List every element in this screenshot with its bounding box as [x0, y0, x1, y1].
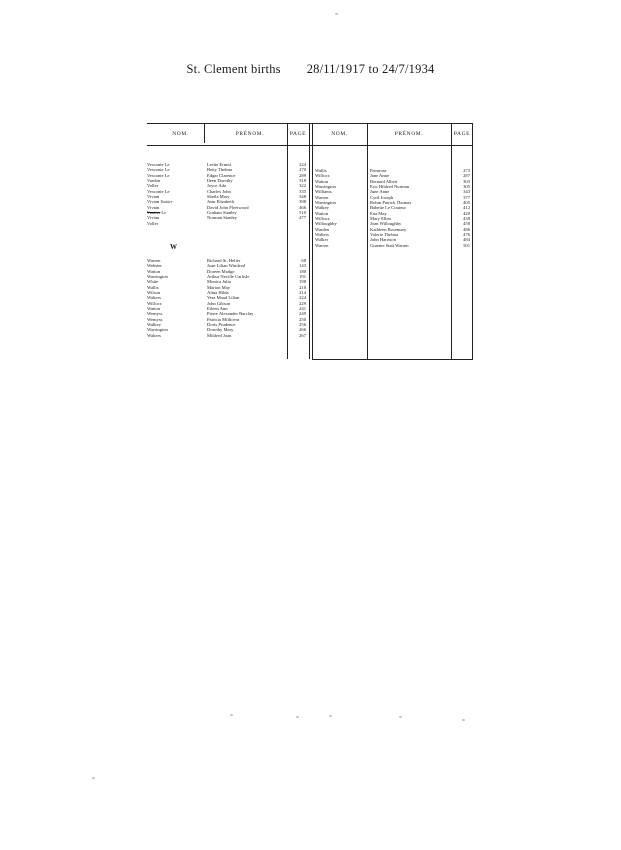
- right-pages: [451, 168, 470, 248]
- nom-cell: Walkey: [147, 322, 161, 328]
- nom-cell: Vesconte Le: [147, 172, 170, 178]
- page-cell: 343: [463, 189, 470, 195]
- left1-pages: [287, 162, 306, 221]
- nom-cell: Warrington: [315, 200, 336, 206]
- header-nom-left: NOM.: [172, 131, 189, 137]
- prenom-cell: Charles John: [207, 188, 231, 194]
- page-cell: 143: [299, 263, 306, 269]
- register-table: [147, 123, 473, 359]
- prenom-cell: Pierre Alexander Barclay: [207, 311, 254, 317]
- prenom-cell: Leslie Ernest: [207, 162, 232, 167]
- page-cell: 214: [299, 290, 306, 296]
- page-cell: 191: [299, 274, 306, 280]
- nom-cell: Walters: [315, 232, 329, 238]
- left1-prenoms: [207, 162, 287, 221]
- prenom-cell: John Harrison: [370, 237, 396, 243]
- right-prenoms: [370, 168, 450, 248]
- nom-cell: Vesconte Le: [147, 167, 170, 173]
- page-cell: 405: [463, 200, 470, 206]
- nom-cell: Walkey: [315, 205, 329, 211]
- page-cell: 198: [299, 279, 306, 285]
- scan-mark: [329, 715, 332, 717]
- nom-cell: Vivian: [147, 215, 160, 221]
- prenom-cell: Primrose: [370, 168, 387, 173]
- page-cell: 476: [463, 232, 470, 238]
- nom-cell: Vardon: [147, 178, 161, 184]
- nom-cell: Walters: [147, 332, 161, 338]
- page-cell: 210: [299, 284, 306, 290]
- col-divider: [472, 123, 473, 359]
- prenom-cell: Graeme Statt Warren: [370, 242, 409, 248]
- left1-noms: [147, 162, 203, 226]
- prenom-cell: Ena May: [370, 210, 387, 216]
- prenom-cell: Ileen Dorothy: [207, 178, 233, 184]
- nom-cell: Vesconte Le: [147, 188, 170, 194]
- nom-cell: Watton: [315, 210, 329, 216]
- prenom-cell: Dorothy Mary: [207, 327, 234, 333]
- nom-cell: Wemyss: [147, 311, 163, 317]
- prenom-cell: Norman Stanley: [207, 215, 237, 221]
- page-cell: 305: [463, 184, 470, 190]
- nom-cell: Watton: [147, 268, 161, 274]
- page-cell: 224: [299, 162, 306, 167]
- prenom-cell: Patricia Millicent: [207, 316, 240, 322]
- nom-cell: Willcox: [147, 300, 162, 306]
- page-cell: 477: [299, 215, 306, 221]
- nom-cell: Warrington: [147, 327, 168, 333]
- header-prenom-right: PRÉNOM.: [394, 131, 424, 137]
- nom-cell: Warren: [315, 194, 329, 200]
- header-page-left: PAGE: [289, 131, 307, 137]
- prenom-cell: Joan Elizabeth: [207, 199, 234, 205]
- scan-mark: [230, 714, 233, 716]
- nom-cell: Vesconte Le: [147, 162, 170, 167]
- prenom-cell: Mildred Joan: [207, 332, 232, 338]
- page-cell: 256: [299, 322, 306, 328]
- nom-cell: Voller: [147, 220, 159, 226]
- nom-cell: Webster: [147, 263, 162, 269]
- prenom-cell: Robin Patrick Thomas: [370, 200, 412, 206]
- prenom-cell: Richard St. Helier: [207, 258, 241, 263]
- prenom-cell: Arthur Neville Carlisle: [207, 274, 250, 280]
- nom-cell: Vivian: [147, 194, 160, 200]
- nom-cell: Warren: [147, 258, 161, 263]
- scan-mark: [399, 716, 402, 718]
- nom-cell: Vivian: [147, 204, 160, 210]
- page-cell: 466: [299, 204, 306, 210]
- page-cell: 486: [463, 226, 470, 232]
- nom-cell: Voller: [147, 183, 159, 189]
- col-divider: [204, 123, 205, 143]
- page-cell: 270: [299, 167, 306, 173]
- prenom-cell: Kathleen Rosemary: [370, 226, 407, 232]
- prenom-cell: Doris Prudence: [207, 322, 236, 328]
- page-cell: 501: [463, 242, 470, 248]
- page-cell: 412: [463, 205, 470, 211]
- page-cell: 303: [463, 178, 470, 184]
- header-page-right: PAGE: [453, 131, 471, 137]
- prenom-cell: Jane Anne: [370, 173, 390, 179]
- prenom-cell: Doreen Madge: [207, 268, 235, 274]
- prenom-cell: Mary Ellen: [370, 216, 391, 222]
- page-cell: 458: [463, 221, 470, 227]
- prenom-cell: Edgar Clarence: [207, 172, 236, 178]
- prenom-cell: Vera Maud Lilian: [207, 295, 240, 301]
- prenom-cell: Joan Lilian Winifred: [207, 263, 246, 269]
- left2-noms: [147, 258, 203, 338]
- nom-cell: Warrington: [147, 274, 168, 280]
- page-cell: 348: [299, 194, 306, 200]
- page-cell: 398: [299, 199, 306, 205]
- nom-cell: Wallis: [315, 168, 327, 173]
- page-cell: 335: [299, 188, 306, 194]
- bottom-rule: [312, 359, 473, 360]
- nom-cell: Willoughby: [315, 221, 337, 227]
- col-divider: [309, 123, 310, 359]
- col-divider: [367, 123, 368, 359]
- nom-cell: Warren: [315, 242, 329, 248]
- header-rule: [147, 145, 473, 146]
- nom-cell: Walters: [147, 295, 161, 301]
- page-cell: 322: [299, 183, 306, 189]
- scan-mark: [462, 719, 465, 721]
- nom-cell: Williams: [315, 189, 332, 195]
- scan-mark: [92, 777, 95, 779]
- title-range: 28/11/1917 to 24/7/1934: [306, 62, 435, 76]
- page-cell: 180: [299, 268, 306, 274]
- page-cell: 484: [463, 237, 470, 243]
- prenom-cell: John Gibson: [207, 300, 231, 306]
- page-cell: 439: [463, 216, 470, 222]
- page-cell: 287: [463, 173, 470, 179]
- nom-cell: Warden: [315, 226, 330, 232]
- nom-cell: Willcox: [315, 216, 330, 222]
- top-rule: [147, 123, 473, 124]
- nom-cell: Watton: [315, 178, 329, 184]
- page-cell: 273: [463, 168, 470, 173]
- scan-mark: [335, 13, 338, 15]
- page-cell: 249: [299, 311, 306, 317]
- prenom-cell: Sheila Mary: [207, 194, 230, 200]
- page-cell: 267: [299, 332, 306, 338]
- prenom-cell: Bernard Albert: [370, 178, 398, 184]
- page-cell: 420: [463, 210, 470, 216]
- prenom-cell: Babette Le Couteur: [370, 205, 406, 211]
- prenom-cell: Valerie Thelma: [370, 232, 399, 238]
- nom-cell: White: [147, 279, 159, 285]
- nom-cell: Wilson: [147, 290, 161, 296]
- page-title: [0, 62, 621, 77]
- nom-cell: Walker: [315, 237, 329, 243]
- scan-mark: [296, 716, 299, 718]
- left2-prenoms: [207, 258, 287, 338]
- page-cell: 241: [299, 306, 306, 312]
- left2-pages: [287, 258, 306, 338]
- page-cell: 224: [299, 295, 306, 301]
- nom-cell: Watton: [147, 306, 161, 312]
- nom-cell: Wemyss: [147, 316, 163, 322]
- prenom-cell: Betty Thelma: [207, 167, 233, 173]
- prenom-cell: Monica Julia: [207, 279, 231, 285]
- nom-cell: Willcox: [315, 173, 330, 179]
- prenom-cell: Eileen Ann: [207, 306, 228, 312]
- col-divider: [312, 123, 313, 359]
- prenom-cell: Eric Hildred Norman: [370, 184, 410, 190]
- page-cell: 250: [299, 316, 306, 322]
- prenom-cell: Graham Stanley: [207, 210, 237, 216]
- prenom-cell: Alma Hilda: [207, 290, 229, 296]
- header-prenom-left: PRÉNOM.: [235, 131, 265, 137]
- nom-cell: Wallis: [147, 284, 159, 290]
- nom-cell: Warrington: [315, 184, 336, 190]
- nom-cell: Vautier Le: [147, 210, 167, 216]
- title-main: St. Clement births: [186, 62, 281, 76]
- prenom-cell: Joyce Ada: [207, 183, 227, 189]
- prenom-cell: Cyril Joseph: [370, 194, 394, 200]
- section-letter: W: [170, 243, 177, 251]
- prenom-cell: Marion May: [207, 284, 231, 290]
- page-cell: 377: [463, 194, 470, 200]
- page-cell: 318: [299, 178, 306, 184]
- prenom-cell: David John Fleetwood: [207, 204, 249, 210]
- header-nom-right: NOM.: [331, 131, 348, 137]
- right-noms: [315, 168, 367, 248]
- prenom-cell: June Anne: [370, 189, 390, 195]
- nom-cell: Vivian Vautier: [147, 199, 173, 205]
- prenom-cell: Joan Willoughby: [370, 221, 402, 227]
- page-cell: 266: [299, 327, 306, 333]
- page-cell: 510: [299, 210, 306, 216]
- page-cell: 289: [299, 172, 306, 178]
- page-cell: 229: [299, 300, 306, 306]
- handwritten-annotation: Vautier: [160, 199, 173, 205]
- page-cell: 68: [301, 258, 306, 263]
